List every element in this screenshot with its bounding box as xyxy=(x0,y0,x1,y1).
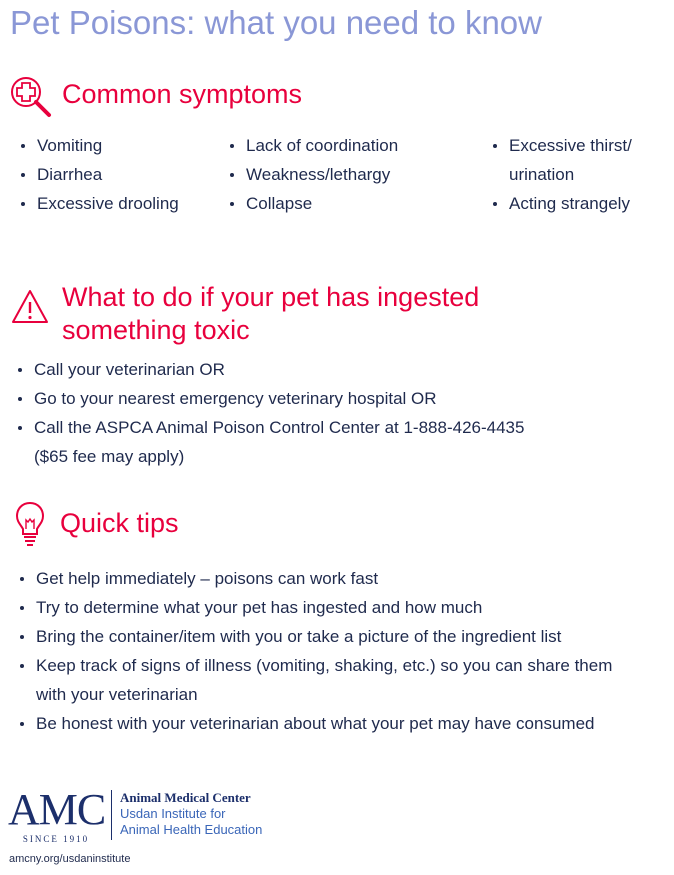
list-item: Be honest with your veterinarian about what your pet may have consumed xyxy=(20,709,612,738)
org-name: Animal Medical Center xyxy=(120,790,251,805)
ingested-heading-line: What to do if your pet has ingested xyxy=(62,282,480,312)
symptoms-column-1 xyxy=(21,131,179,218)
logo-divider xyxy=(111,790,112,840)
list-item xyxy=(20,651,612,709)
list-item-line: Keep track of signs of illness (vomiting, shaking, etc.) so you can share them xyxy=(36,656,613,675)
list-item: Go to your nearest emergency veterinary hospital OR xyxy=(18,384,524,413)
amc-logo-text: AMC xyxy=(8,785,106,834)
list-item xyxy=(18,413,524,471)
ingested-heading-line: something toxic xyxy=(62,315,250,345)
symptoms-column-2 xyxy=(230,131,398,218)
list-item: Acting strangely xyxy=(493,189,632,218)
list-item: Weakness/lethargy xyxy=(230,160,398,189)
magnifier-medical-cross-icon xyxy=(8,74,54,120)
list-item: Lack of coordination xyxy=(230,131,398,160)
warning-triangle-icon xyxy=(10,288,50,326)
tips-heading: Quick tips xyxy=(60,508,179,538)
list-item-line: Call the ASPCA Animal Poison Control Center at 1-888-426-4435 xyxy=(34,418,525,437)
org-block xyxy=(120,790,262,838)
list-item: Bring the container/item with you or take a picture of the ingredient list xyxy=(20,622,612,651)
amc-since-text: SINCE 1910 xyxy=(22,834,90,844)
ingested-heading xyxy=(62,281,479,347)
institute-line: Usdan Institute for xyxy=(120,806,226,821)
list-item: Diarrhea xyxy=(21,160,179,189)
list-item: Call your veterinarian OR xyxy=(18,355,524,384)
ingested-list xyxy=(18,355,524,471)
list-item xyxy=(493,131,632,189)
page-title: Pet Poisons: what you need to know xyxy=(10,4,542,41)
tips-list xyxy=(20,564,612,738)
footer-url: amcny.org/usdaninstitute xyxy=(9,853,131,865)
lightbulb-icon xyxy=(14,500,46,548)
list-item-continuation: ($65 fee may apply) xyxy=(34,447,185,466)
amc-logo xyxy=(8,785,106,844)
list-item: Try to determine what your pet has ingested and how much xyxy=(20,593,612,622)
list-item-continuation: with your veterinarian xyxy=(36,685,198,704)
institute-line: Animal Health Education xyxy=(120,822,263,837)
list-item: Vomiting xyxy=(21,131,179,160)
list-item: Collapse xyxy=(230,189,398,218)
list-item: Excessive drooling xyxy=(21,189,179,218)
list-item: Get help immediately – poisons can work fast xyxy=(20,564,612,593)
list-item-line: Excessive thirst/ xyxy=(509,136,632,155)
symptoms-column-3 xyxy=(493,131,632,218)
list-item-continuation: urination xyxy=(509,165,575,184)
symptoms-heading: Common symptoms xyxy=(62,79,303,109)
